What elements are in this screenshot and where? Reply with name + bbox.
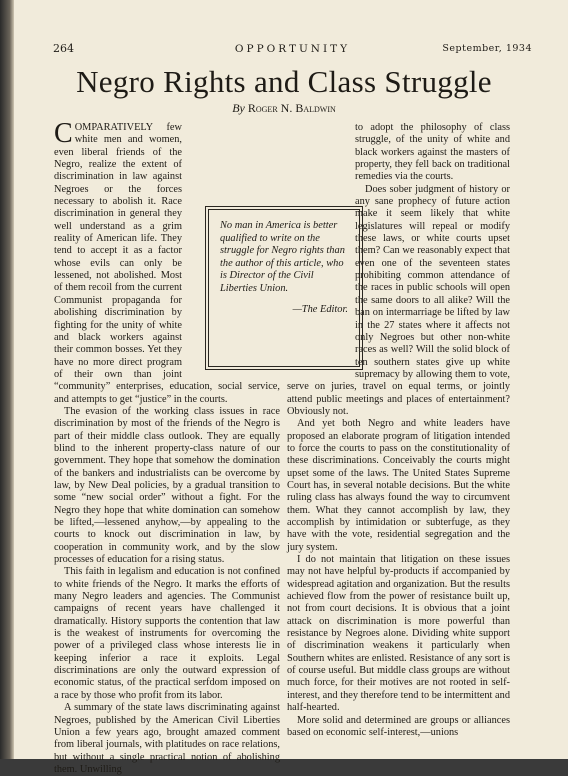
paragraph: Does sober judgment of history or any sane prophecy of future action make it seem likely that white legislatures will repeal or modify these laws, or white courts upset them? Can we reasonably expect that even one of the seventeen states prohibiting common attendance of the races in public schools will open the same doors to all alike? Will the ban on intermarriage be lifted by law in the 27 states where it affects not only Negroes but other non-white races as well? Will the solid block of ten southern states give up white supremacy by allowing them to vote, serve on juries, travel on equal terms, or jointly attend public meetings and places of entertainment? Obviously not.	[287, 183, 510, 417]
page-number: 264	[53, 42, 74, 55]
paragraph: The evasion of the working class issues in race discrimination by most of the friends of the Negro is part of their middle class outlook. They are equally blind to the inherent property-class nature of our government. They hope that somehow the domination of the bankers and industrialists can be overcome by law, by New Deal policies, by a gradual transition to some “new social order” without a fight. For the Negro they hope that white domination can somehow be lifted,—lessened anyhow,—by appealing to the courts to knock out discrimination in law, by cooperation in community work, and by the slow processes of education for a rising status.	[54, 405, 280, 566]
paragraph: This faith in legalism and education is not confined to white friends of the Negro. It marks the efforts of many Negro leaders and agencies. The Communist campaigns of recent years have challenged it dramatically. History supports the contention that law is the weakest of instruments for overcoming the power of a privileged class whose interests lie in keeping inferior a race it exploits. Legal discriminations are only the outward expression of economic status, of the practical serfdom imposed on a race by those who profit from its labor.	[54, 566, 280, 701]
magazine-title: OPPORTUNITY	[234, 43, 351, 55]
article-title: Negro Rights and Class Struggle	[76, 64, 492, 99]
editor-attribution: —The Editor.	[292, 303, 348, 315]
paragraph: More solid and determined are groups or alliances based on economic self-interest,—unions	[287, 714, 510, 738]
editor-note-inner	[208, 209, 360, 367]
byline-prefix: By	[232, 101, 245, 115]
paragraph: I do not maintain that litigation on these issues may not have helpful by-products if accompanied by widespread agitation and organization. But the results achieved flow from the power of resistance built up, not from court decisions. It is obvious that a joint attack on discrimination is more powerful than resistance by Negroes alone. Dividing white support of discrimination weakens it particularly when Southern whites are enlisted. Resistance of any sort is of course useful. But middle class groups are without much force, for their motives are not rooted in self-interest, and they therefore tend to be intermittent and half-hearted.	[287, 554, 510, 714]
editor-note-text: No man in America is better qualified to write on the struggle for Negro rights than the author of this article, who is Director of the Civil Liberties Union.	[220, 220, 345, 294]
paragraph: A summary of the state laws discriminating against Negroes, published by the American Civil Liberties Union a few years ago, brought amazed comment from liberal journals, with platitudes on race relations, but without a single practical notion of abolishing them. Unwilling	[54, 702, 280, 775]
running-header	[53, 42, 532, 58]
paragraph: COMPARATIVELY few white men and women, even liberal friends of the Negro, realize the extent of discrimination in law against Negroes or the forces necessary to abolish it. Race discrimination in general they well understand as a grim reality of American life. They tend to accept it as a factor whose evils can only be lessened, not abolished. Most of them recoil from the current Communist propaganda for abolishing discrimination by fighting for the unity of white and black workers against their common bosses. Yet they have no more direct program of their own than joint “community” enterprises, education, social service, and attempts to get “justice” in the courts.	[54, 118, 280, 405]
drop-cap: C	[54, 118, 73, 149]
byline	[0, 101, 568, 116]
paragraph: to adopt the philosophy of class struggle, of the unity of white and black workers against the masters of property, they fell back on traditional remedies via the courts.	[355, 122, 510, 183]
author-name: Roger N. Baldwin	[247, 101, 336, 115]
editor-note-box	[205, 206, 363, 370]
issue-date: September, 1934	[442, 43, 532, 54]
paragraph: And yet both Negro and white leaders have proposed an elaborate program of litigation intended to force the courts to pass on the constitutionality of these discriminations. Conceivably the courts might upset some of the laws. The United States Supreme Court has, in several notable decisions. But the white ruling class has always found the way to circumvent them. What they cannot accomplish by law, they accomplish by intimidation or subterfuge, as they have with the vote, residential segregation and the jury system.	[287, 418, 510, 553]
